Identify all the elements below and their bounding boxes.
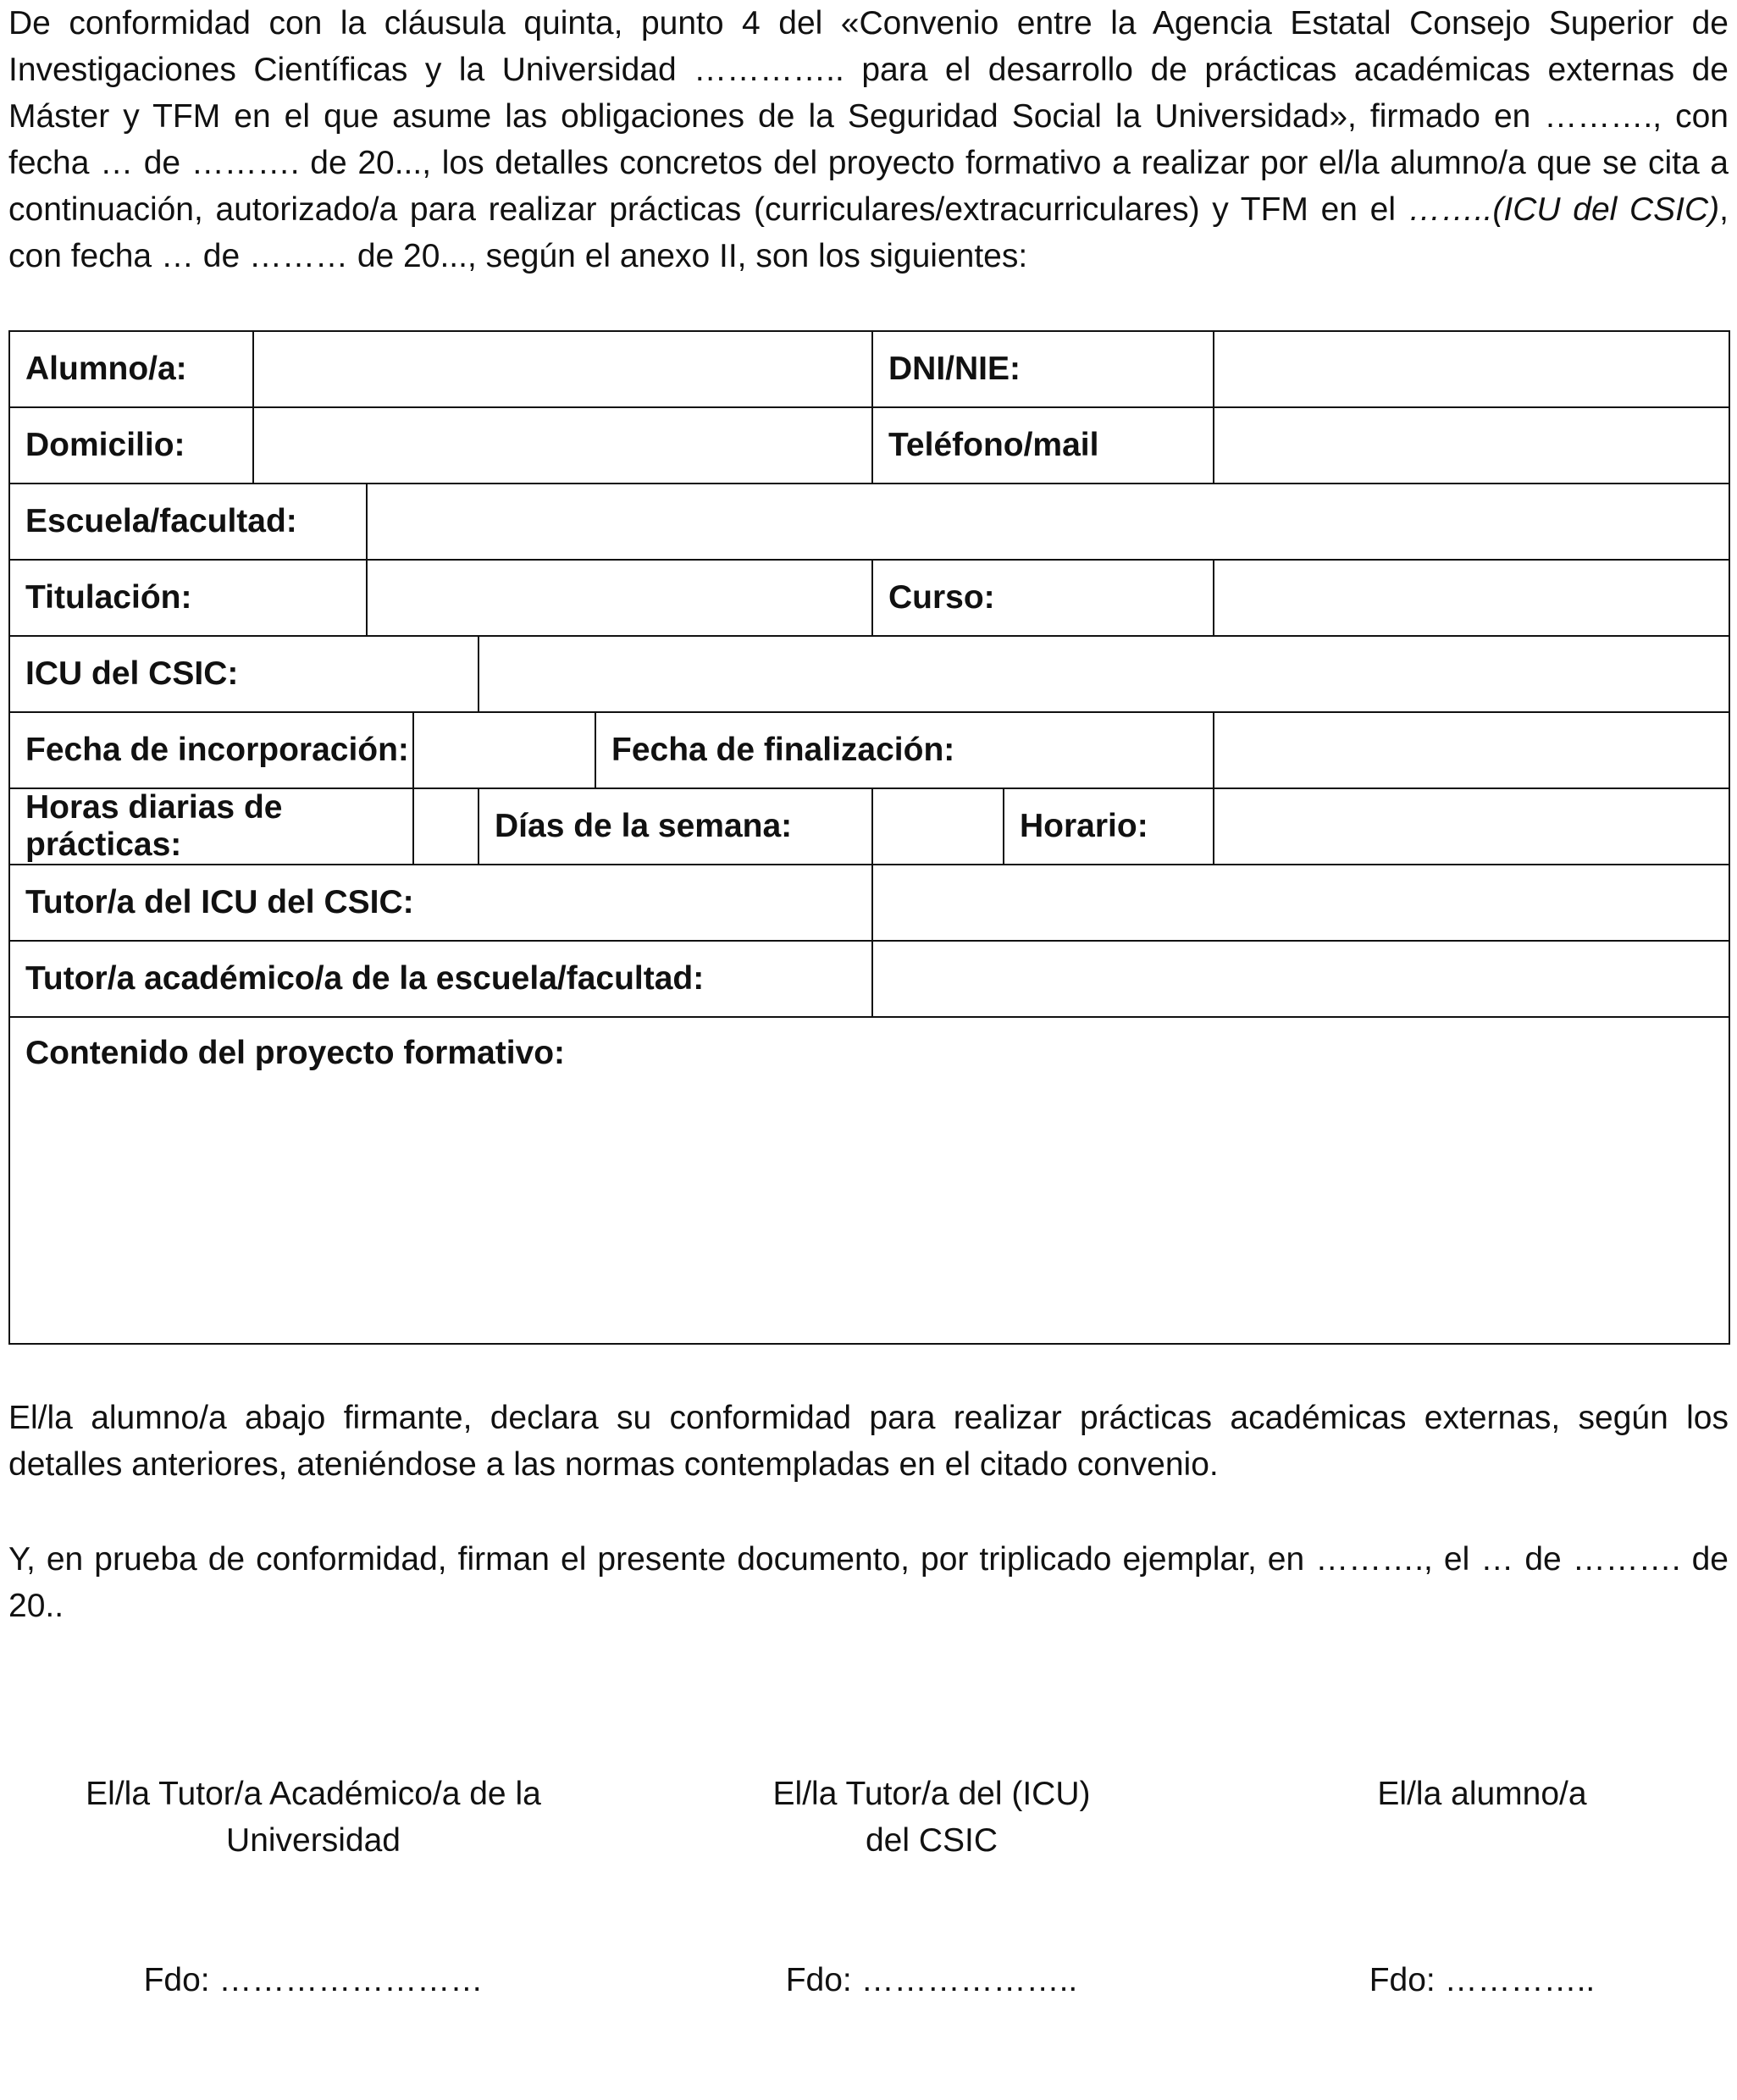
- field-fecha-incorporacion[interactable]: [413, 712, 595, 788]
- row-tutor-icu: [9, 865, 1729, 941]
- row-escuela: [9, 484, 1729, 560]
- row-contenido: [9, 1017, 1729, 1344]
- label-icu: ICU del CSIC:: [9, 636, 479, 712]
- label-alumno: Alumno/a:: [9, 331, 253, 407]
- field-domicilio[interactable]: [253, 407, 872, 484]
- sig1-line2: Universidad: [226, 1822, 401, 1859]
- signature-title-student: [1270, 1771, 1694, 1817]
- row-fechas: [9, 712, 1729, 788]
- declaration-paragraph: El/la alumno/a abajo firmante, declara su conformidad para realizar prácticas académicas externas, según los detalles anteriores, ateniéndose a las normas contempladas en el citado convenio.: [8, 1400, 1729, 1483]
- label-telefono: Teléfono/mail: [872, 407, 1214, 484]
- intro-italic-icu: ……..(ICU del CSIC): [1408, 191, 1720, 228]
- practice-details-table: [8, 330, 1730, 1345]
- row-horas: [9, 788, 1729, 865]
- closing-paragraph: Y, en prueba de conformidad, firman el presente documento, por triplicado ejemplar, en ………., el … de ………. de 20..: [8, 1541, 1729, 1624]
- intro-paragraph: [8, 0, 1729, 279]
- label-contenido: Contenido del proyecto formativo:: [25, 1035, 566, 1071]
- label-fecha-finalizacion: Fecha de finalización:: [595, 712, 1214, 788]
- field-dni[interactable]: [1214, 331, 1729, 407]
- intro-text-2: , con fecha … de ……… de 20..., según el anexo II, son los siguientes:: [8, 191, 1729, 274]
- sig2-line2: del CSIC: [865, 1822, 998, 1859]
- field-fecha-finalizacion[interactable]: [1214, 712, 1729, 788]
- label-horario: Horario:: [1004, 788, 1214, 865]
- sig3-line1: El/la alumno/a: [1377, 1776, 1587, 1812]
- row-alumno: [9, 331, 1729, 407]
- field-contenido-proyecto[interactable]: [9, 1017, 1729, 1344]
- label-curso: Curso:: [872, 560, 1214, 636]
- field-tutor-academico[interactable]: [872, 941, 1729, 1017]
- label-titulacion: Titulación:: [9, 560, 367, 636]
- signature-title-academic-tutor: [25, 1771, 601, 1864]
- signature-line-academic-tutor[interactable]: Fdo: ……………………: [143, 1962, 484, 1998]
- row-titulacion: [9, 560, 1729, 636]
- label-dni: DNI/NIE:: [872, 331, 1214, 407]
- label-tutor-icu: Tutor/a del ICU del CSIC:: [9, 865, 872, 941]
- row-domicilio: [9, 407, 1729, 484]
- field-tutor-icu[interactable]: [872, 865, 1729, 941]
- signature-line-icu-tutor[interactable]: Fdo: ………………..: [785, 1962, 1078, 1998]
- field-alumno[interactable]: [253, 331, 872, 407]
- row-tutor-academico: [9, 941, 1729, 1017]
- label-tutor-academico: Tutor/a académico/a de la escuela/facultad:: [9, 941, 872, 1017]
- label-horas-diarias: Horas diarias de prácticas:: [9, 788, 413, 865]
- field-dias-semana[interactable]: [872, 788, 1004, 865]
- signature-line-student[interactable]: Fdo: …………..: [1369, 1962, 1596, 1998]
- field-escuela[interactable]: [367, 484, 1729, 560]
- label-escuela: Escuela/facultad:: [9, 484, 367, 560]
- label-fecha-incorporacion: Fecha de incorporación:: [9, 712, 413, 788]
- field-curso[interactable]: [1214, 560, 1729, 636]
- field-horario[interactable]: [1214, 788, 1729, 865]
- field-icu[interactable]: [479, 636, 1729, 712]
- field-telefono[interactable]: [1214, 407, 1729, 484]
- signature-title-icu-tutor: [678, 1771, 1186, 1864]
- field-titulacion[interactable]: [367, 560, 872, 636]
- field-horas-diarias[interactable]: [413, 788, 479, 865]
- row-icu: [9, 636, 1729, 712]
- sig2-line1: El/la Tutor/a del (ICU): [772, 1776, 1091, 1812]
- sig1-line1: El/la Tutor/a Académico/a de la: [86, 1776, 541, 1812]
- label-dias-semana: Días de la semana:: [479, 788, 872, 865]
- intro-text-1: De conformidad con la cláusula quinta, punto 4 del «Convenio entre la Agencia Estatal Consejo Superior de Investigaciones Científicas y la Universidad ………….. para el desarrollo de prácticas académicas externas de Máster y TFM en el que asume las obligaciones de la Seguridad Social la Universidad», firmado en ………., con fecha … de ………. de 20..., los detalles concretos del proyecto formativo a realizar por el/la alumno/a que se cita a continuación, autorizado/a para realizar prácticas (curriculares/extracurriculares) y TFM en el: [8, 5, 1729, 228]
- label-domicilio: Domicilio:: [9, 407, 253, 484]
